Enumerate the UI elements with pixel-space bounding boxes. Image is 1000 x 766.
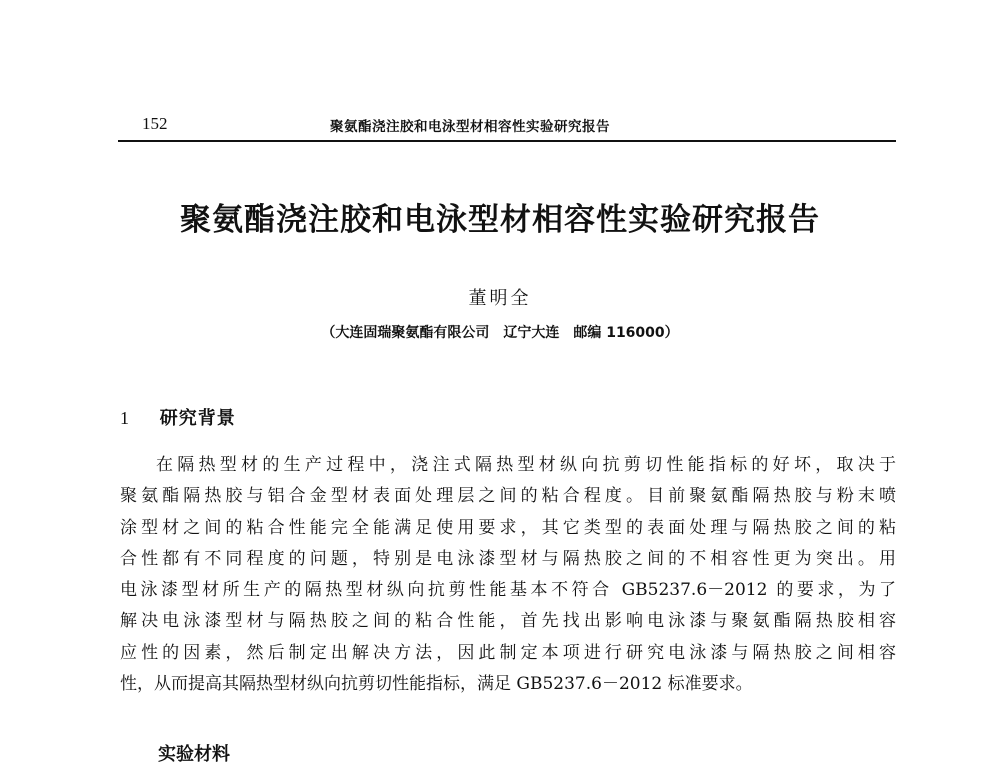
section-body <box>120 450 896 700</box>
body-line: 解决电泳漆型材与隔热胶之间的粘合性能，首先找出影响电泳漆与聚氨酯隔热胶相容 <box>120 611 896 632</box>
running-header <box>118 112 896 142</box>
body-line: 应性的因素，然后制定出解决方法，因此制定本项进行研究电泳漆与隔热胶之间相容 <box>120 642 896 663</box>
body-line: 在隔热型材的生产过程中，浇注式隔热型材纵向抗剪切性能指标的好坏，取决于 <box>156 455 896 475</box>
body-line: 聚氨酯隔热胶与铝合金型材表面处理层之间的粘合程度。目前聚氨酯隔热胶与粉末喷 <box>120 486 896 507</box>
paper-title: 聚氨酯浇注胶和电泳型材相容性实验研究报告 <box>180 202 820 238</box>
body-line: 电泳漆型材所生产的隔热型材纵向抗剪性能基本不符合 GB5237.6－2012 的要求，为了 <box>120 580 896 601</box>
section-number: 1 <box>120 408 129 428</box>
body-line: 合性都有不同程度的问题，特别是电泳漆型材与隔热胶之间的不相容性更为突出。用 <box>120 548 896 569</box>
header-rule <box>118 140 896 142</box>
author-name: 董明全 <box>468 288 532 309</box>
body-line: 性，从而提高其隔热型材纵向抗剪切性能指标，满足 GB5237.6－2012 标准要求。 <box>120 674 753 695</box>
running-title: 聚氨酯浇注胶和电泳型材相容性实验研究报告 <box>330 119 610 135</box>
next-section-title: 实验材料 <box>158 744 230 765</box>
author-affiliation: （大连固瑞聚氨酯有限公司 辽宁大连 邮编 116000） <box>321 325 679 341</box>
section-heading <box>120 404 236 430</box>
next-section-heading-partial <box>158 740 268 765</box>
body-line: 涂型材之间的粘合性能完全能满足使用要求，其它类型的表面处理与隔热胶之间的粘 <box>120 517 896 538</box>
section-title: 研究背景 <box>159 408 236 429</box>
page-number: 152 <box>142 114 168 133</box>
